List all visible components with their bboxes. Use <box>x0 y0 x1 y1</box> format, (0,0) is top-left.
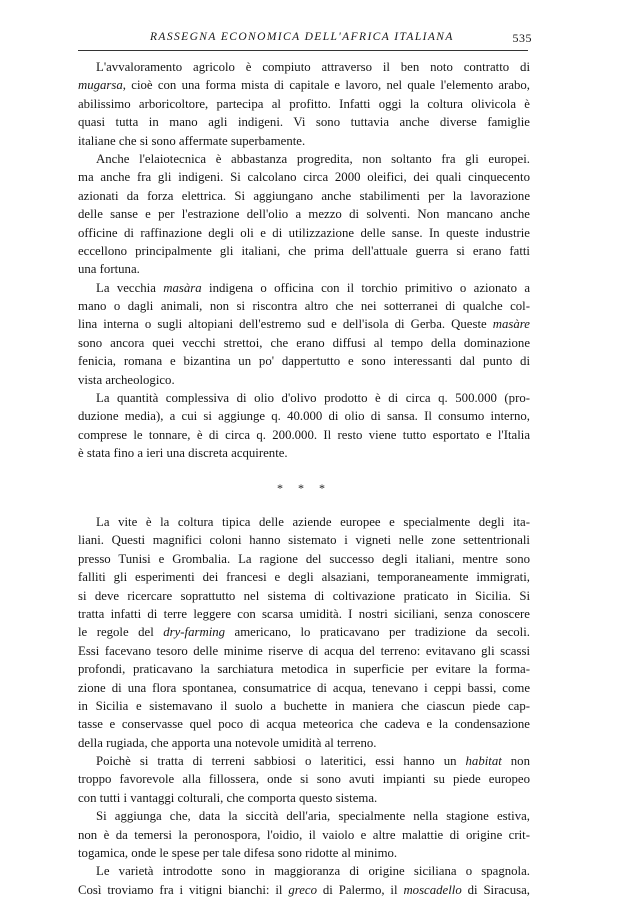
article-body <box>78 58 530 899</box>
text-line: zione di una flora spontanea, consumatrice di acqua, tenevano i ceppi bassi, come <box>78 680 530 695</box>
text-line: Le varietà introdotte sono in maggioranza di origine siciliana o spagnola. <box>96 864 530 879</box>
paragraph-7 <box>78 807 530 862</box>
text-line: Essi facevano tesoro delle minime riserve di acqua del terreno: evitavano gli scassi <box>78 643 530 658</box>
text-line: non è da temersi la peronospora, l'oidio, il vaiolo e altre malattie di origine crit- <box>78 827 530 842</box>
text-line: abilissimo arboricoltore, partecipa al profitto. Infatti oggi la coltura olivicola è <box>78 96 530 111</box>
paragraph-4 <box>78 389 530 463</box>
text-line: troppo favorevole alla fillossera, onde si sono avuti impianti su piede europeo <box>78 772 530 787</box>
text-line: presso Tunisi e Grombalia. La ragione del successo degli italiani, mentre sono <box>78 551 530 566</box>
paragraph-6 <box>78 752 530 807</box>
text-line: mugarsa, cioè con una forma mista di capitale e lavoro, nel quale l'elemento arabo, <box>78 78 530 93</box>
text-line: officine di raffinazione degli oli e di utilizzazione delle sanse. In queste industrie <box>78 225 530 240</box>
text-line: La vecchia masàra indigena o officina con il torchio primitivo o azionato a <box>96 280 531 295</box>
text-line: della rugiada, che apporta una notevole umidità al terreno. <box>78 735 377 750</box>
text-line: mano o dagli animali, non si riscontra altro che nei sotterranei di qualche col- <box>78 299 530 314</box>
text-line: Anche l'elaiotecnica è abbastanza progredita, non soltanto fra gli europei. <box>96 151 530 166</box>
running-title: RASSEGNA ECONOMICA DELL'AFRICA ITALIANA <box>150 31 454 43</box>
text-line: è stata fino a ieri una discreta acquirente. <box>78 446 288 461</box>
text-line: vista archeologico. <box>78 372 175 387</box>
text-line: tratta infatti di terre leggere con scarsa umidità. I nostri siciliani, senza conoscere <box>78 606 530 621</box>
text-line: Poichè si tratta di terreni sabbiosi o lateritici, essi hanno un habitat non <box>96 754 530 769</box>
text-line: si deve ricercare soprattutto nel sistema di coltivazione praticato in Sicilia. Si <box>78 588 530 603</box>
text-line: fenicia, romana e bizantina un po' dappertutto e sono interessanti dal punto di <box>78 354 530 369</box>
text-line: Così troviamo fra i vitigni bianchi: il greco di Palermo, il moscadello di Siracusa, <box>78 882 530 897</box>
page-header <box>150 31 532 47</box>
text-line: in Sicilia e sistemavano il suolo a buchette in maniera che ciascun piede cap- <box>78 698 530 713</box>
text-line: quasi tutta in mano agli indigeni. Vi sono tuttavia anche diverse famiglie <box>78 115 530 130</box>
text-line: delle sanse e per l'estrazione dell'olio a mezzo di solventi. Non mancano anche <box>78 207 530 222</box>
section-separator: * * * <box>277 480 331 495</box>
text-line: sono ancora quei vecchi strettoi, che erano diffusi al tempo della dominazione <box>78 335 530 350</box>
paragraph-5 <box>78 513 530 752</box>
text-line: Si aggiunga che, data la siccità dell'aria, specialmente nella stagione estiva, <box>96 809 530 824</box>
text-line: comprese le tonnare, è di circa q. 200.000. Il resto viene tutto esportato e l'Italia <box>78 427 530 442</box>
text-line: azionati da forza elettrica. Si aggiungano anche stabilimenti per la lavorazione <box>78 188 530 203</box>
paragraph-1 <box>78 58 530 150</box>
text-line: tasse e conservasse quel poco di acqua meteorica che cadeva e la condensazione <box>78 717 530 732</box>
text-line: lina interna o sugli altopiani dell'estremo sud e dell'isola di Gerba. Queste masàre <box>78 317 530 332</box>
text-line: ma anche fra gli indigeni. Si calcolano circa 2000 oleifici, dei quali cinquecento <box>78 170 530 185</box>
page-number: 535 <box>512 31 532 45</box>
text-line: le regole del dry-farming americano, lo praticavano per tradizione da secoli. <box>78 625 530 640</box>
paragraph-2 <box>78 150 530 279</box>
text-line: L'avvaloramento agricolo è compiuto attraverso il ben noto contratto di <box>96 60 530 74</box>
text-line: con tutti i vantaggi colturali, che comporta questo sistema. <box>78 790 378 805</box>
text-line: La quantità complessiva di olio d'olivo prodotto è di circa q. 500.000 (pro- <box>96 391 530 406</box>
text-line: duzione media), a cui si aggiunge q. 40.000 di olio di sansa. Il consumo interno, <box>78 409 530 424</box>
paragraph-3 <box>78 279 530 389</box>
text-line: profondi, praticavano la sarchiatura metodica in superficie per evitare la forma- <box>78 662 530 677</box>
text-line: una fortuna. <box>78 262 140 277</box>
text-line: falliti gli esperimenti dei francesi e degli alsaziani, temporaneamente immigrati, <box>78 570 530 585</box>
text-line: liani. Questi magnifici coloni hanno sistemato i vigneti nelle zone settentrionali <box>78 533 530 548</box>
header-rule <box>78 50 528 51</box>
text-line: togamica, onde le spese per tale difesa sono ridotte al minimo. <box>78 846 398 861</box>
paragraph-8 <box>78 862 530 899</box>
text-line: italiane che si sono affermate superbamente. <box>78 133 306 148</box>
text-line: La vite è la coltura tipica delle aziende europee e specialmente degli ita- <box>96 514 530 529</box>
text-line: eccellono principalmente gli italiani, che prima dell'attuale guerra si erano fatti <box>78 243 530 258</box>
